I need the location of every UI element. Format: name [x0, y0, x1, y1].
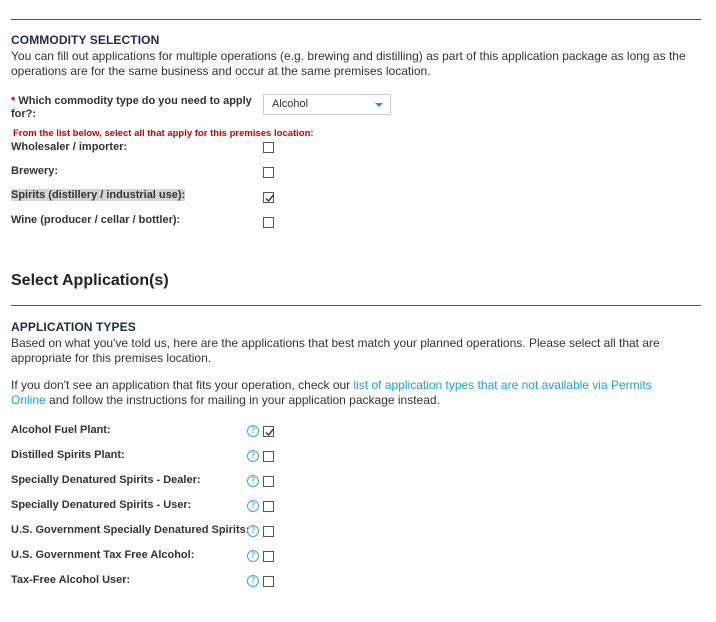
app-type-label-alcohol-fuel-plant: Alcohol Fuel Plant:	[11, 424, 111, 436]
commodity-option-label-spirits: Spirits (distillery / industrial use):	[11, 189, 186, 201]
note-text-after: and follow the instructions for mailing in your application package instead.	[45, 393, 440, 407]
commodity-question-text: Which commodity type do you need to apply for?:	[11, 95, 252, 120]
app-type-checkbox-alcohol-fuel-plant[interactable]	[263, 426, 274, 437]
application-types-intro: Based on what you've told us, here are the applications that best match your planned operations. Please select all that are appropriate for this premises location.	[11, 336, 660, 365]
app-type-label-distilled-spirits-plant: Distilled Spirits Plant:	[11, 449, 125, 461]
app-type-checkbox-sds-dealer[interactable]	[263, 476, 274, 487]
commodity-type-select[interactable]	[263, 94, 391, 115]
commodity-option-label-brewery: Brewery:	[11, 165, 59, 177]
app-type-checkbox-distilled-spirits-plant[interactable]	[263, 451, 274, 462]
commodity-checkbox-brewery[interactable]	[263, 167, 274, 178]
commodity-checkbox-wholesaler[interactable]	[263, 142, 274, 153]
top-divider	[11, 19, 701, 20]
help-icon[interactable]: ?	[247, 500, 259, 512]
application-types-note	[11, 378, 681, 408]
checkmark-icon	[264, 193, 275, 204]
section-divider	[11, 305, 701, 306]
chevron-down-icon	[375, 103, 383, 107]
help-icon[interactable]: ?	[247, 425, 259, 437]
commodity-option-label-wine: Wine (producer / cellar / bottler):	[11, 214, 181, 226]
help-icon[interactable]: ?	[247, 450, 259, 462]
commodity-selection-heading: COMMODITY SELECTION	[11, 33, 160, 47]
help-icon[interactable]: ?	[247, 525, 259, 537]
app-type-label-sds-dealer: Specially Denatured Spirits - Dealer:	[11, 474, 201, 486]
app-type-checkbox-us-gov-tax-free[interactable]	[263, 551, 274, 562]
help-icon[interactable]: ?	[247, 550, 259, 562]
commodity-intro-text: You can fill out applications for multiple operations (e.g. brewing and distilling) as part of this application package as long as the operations are for the same business and occur at the same premises location.	[11, 49, 686, 78]
commodity-type-value: Alcohol	[272, 98, 309, 110]
app-type-label-us-gov-sds: U.S. Government Specially Denatured Spirits:	[11, 524, 250, 536]
commodity-question-label	[11, 95, 256, 121]
unavailable-application-types-link[interactable]: list of application types that are not available via Permits Online	[11, 378, 652, 407]
commodity-option-label-wholesaler: Wholesaler / importer:	[11, 141, 128, 153]
app-type-label-us-gov-tax-free: U.S. Government Tax Free Alcohol:	[11, 549, 195, 561]
required-star: *	[11, 95, 16, 107]
commodity-checkbox-spirits[interactable]	[263, 192, 274, 203]
app-type-label-sds-user: Specially Denatured Spirits - User:	[11, 499, 192, 511]
application-types-heading: APPLICATION TYPES	[11, 320, 136, 334]
select-applications-title: Select Application(s)	[11, 272, 169, 289]
help-icon[interactable]: ?	[247, 475, 259, 487]
commodity-instruction: From the list below, select all that apply for this premises location:	[13, 128, 314, 139]
app-type-checkbox-sds-user[interactable]	[263, 501, 274, 512]
app-type-checkbox-tax-free-alcohol-user[interactable]	[263, 576, 274, 587]
app-type-label-tax-free-alcohol-user: Tax-Free Alcohol User:	[11, 574, 131, 586]
note-text-before: If you don't see an application that fits your operation, check our	[11, 378, 354, 392]
checkmark-icon	[264, 427, 275, 438]
help-icon[interactable]: ?	[247, 575, 259, 587]
commodity-checkbox-wine[interactable]	[263, 217, 274, 228]
app-type-checkbox-us-gov-sds[interactable]	[263, 526, 274, 537]
